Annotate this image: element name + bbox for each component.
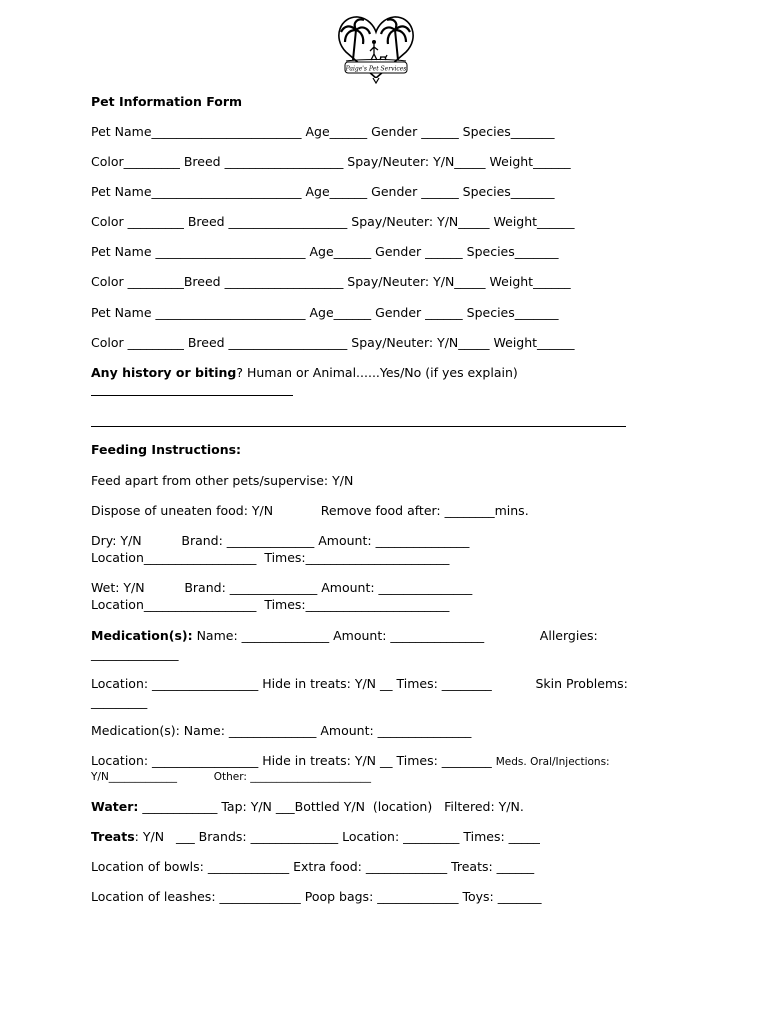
logo-caption: Paige's Pet Services bbox=[345, 65, 407, 73]
meds-oral-injections-label: Meds. Oral/Injections: bbox=[495, 756, 610, 768]
medication-2-other-row[interactable]: Y/N_____________ Other: _______________________ bbox=[91, 771, 372, 783]
pet-1-name-row[interactable]: Pet Name________________________ Age______ Gender ______ Species_______ bbox=[91, 124, 555, 139]
medication-1-text: Name: ______________ Amount: _______________ Allergies: bbox=[192, 628, 598, 643]
feeding-title: Feeding Instructions: bbox=[91, 442, 242, 457]
feed-apart-row[interactable]: Feed apart from other pets/supervise: Y/N bbox=[91, 473, 354, 488]
explain-line-2[interactable] bbox=[91, 426, 626, 427]
palm-tree-left-icon bbox=[341, 19, 370, 60]
water-text: ____________ Tap: Y/N ___Bottled Y/N (location) Filtered: Y/N. bbox=[138, 799, 524, 814]
dispose-row[interactable]: Dispose of uneaten food: Y/N Remove food after: ________mins. bbox=[91, 503, 529, 518]
pet-2-details-row[interactable]: Color _________ Breed ___________________ Spay/Neuter: Y/N_____ Weight______ bbox=[91, 214, 575, 229]
medication-2-location-text: Location: _________________ Hide in treats: Y/N __ Times: ________ bbox=[91, 753, 496, 768]
medication-1-location-row[interactable]: Location: _________________ Hide in treats: Y/N __ Times: ________ Skin Problems: bbox=[91, 676, 628, 691]
explain-line-1[interactable] bbox=[91, 395, 293, 396]
water-label: Water: bbox=[91, 799, 139, 814]
biting-history-label: Any history or biting bbox=[91, 365, 237, 380]
bowls-row[interactable]: Location of bowls: _____________ Extra food: _____________ Treats: ______ bbox=[91, 859, 535, 874]
palm-tree-right-icon bbox=[381, 19, 410, 60]
dry-food-row[interactable]: Dry: Y/N Brand: ______________ Amount: _______________ bbox=[91, 533, 470, 548]
treats-row[interactable] bbox=[91, 829, 540, 844]
pet-4-name-row[interactable]: Pet Name ________________________ Age______ Gender ______ Species_______ bbox=[91, 305, 559, 320]
wet-location-row[interactable]: Location__________________ Times:_______________________ bbox=[91, 597, 450, 612]
pet-3-name-row[interactable]: Pet Name ________________________ Age______ Gender ______ Species_______ bbox=[91, 244, 559, 259]
medication-2-location-row[interactable] bbox=[91, 753, 610, 770]
allergies-line[interactable]: ______________ bbox=[91, 646, 179, 661]
person-and-dog-icon bbox=[370, 40, 387, 60]
biting-history-text: ? Human or Animal......Yes/No (if yes explain) bbox=[236, 365, 518, 380]
skin-problems-line[interactable]: _________ bbox=[91, 694, 148, 709]
medication-1-row[interactable] bbox=[91, 628, 598, 643]
pet-4-details-row[interactable]: Color _________ Breed ___________________ Spay/Neuter: Y/N_____ Weight______ bbox=[91, 335, 575, 350]
water-row[interactable] bbox=[91, 799, 524, 814]
logo bbox=[336, 12, 416, 84]
treats-text: : Y/N ___ Brands: ______________ Location: _________ Times: _____ bbox=[134, 829, 540, 844]
pet-2-name-row[interactable]: Pet Name________________________ Age______ Gender ______ Species_______ bbox=[91, 184, 555, 199]
pet-3-details-row[interactable]: Color _________Breed ___________________ Spay/Neuter: Y/N_____ Weight______ bbox=[91, 274, 571, 289]
pet-1-details-row[interactable]: Color_________ Breed ___________________ Spay/Neuter: Y/N_____ Weight______ bbox=[91, 154, 571, 169]
dry-location-row[interactable]: Location__________________ Times:_______________________ bbox=[91, 550, 450, 565]
biting-history-row bbox=[91, 365, 518, 380]
treats-label: Treats bbox=[91, 829, 135, 844]
leashes-row[interactable]: Location of leashes: _____________ Poop bags: _____________ Toys: _______ bbox=[91, 889, 542, 904]
form-title: Pet Information Form bbox=[91, 94, 243, 109]
wet-food-row[interactable]: Wet: Y/N Brand: ______________ Amount: _______________ bbox=[91, 580, 473, 595]
medication-label: Medication(s): bbox=[91, 628, 193, 643]
medication-2-row[interactable]: Medication(s): Name: ______________ Amount: _______________ bbox=[91, 723, 472, 738]
